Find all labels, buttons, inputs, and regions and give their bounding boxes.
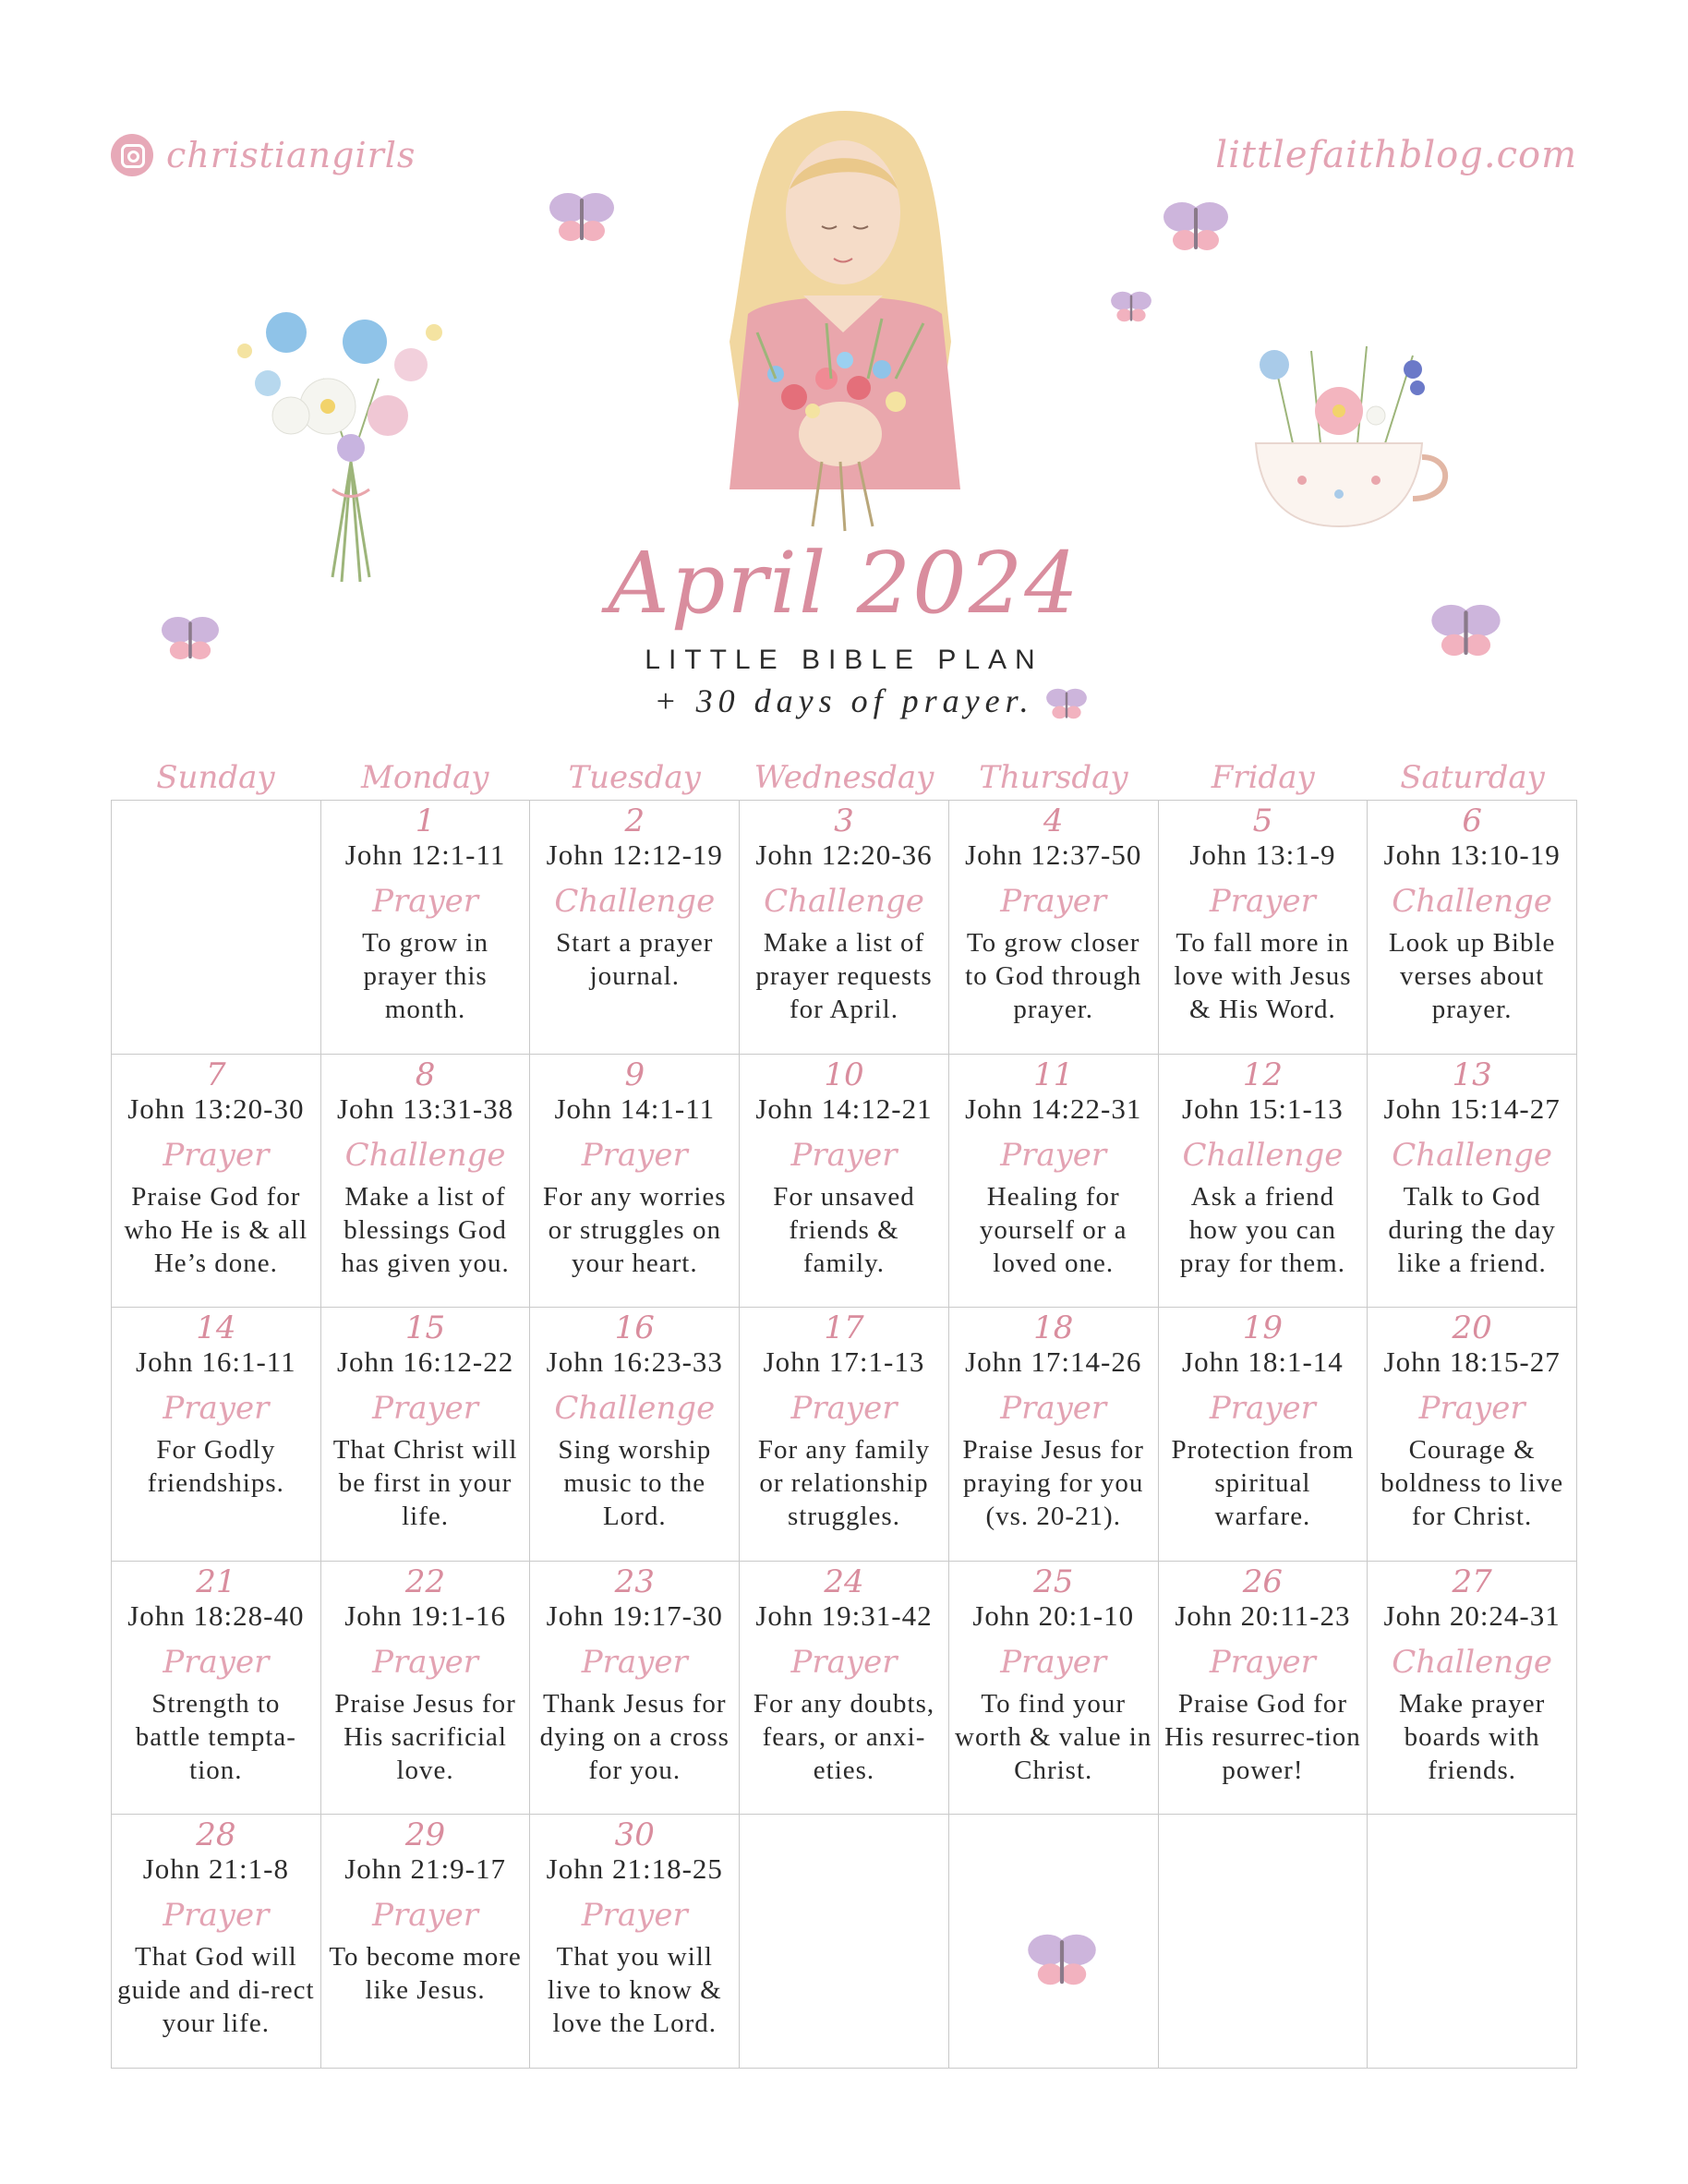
day-number: 18 <box>1033 1309 1074 1347</box>
entry-type: Challenge <box>764 883 924 920</box>
entry-text: Praise God for His resurrec-tion power! <box>1164 1688 1361 1785</box>
scripture-reference: John 18:15-27 <box>1383 1345 1561 1379</box>
day-number: 9 <box>624 1056 645 1093</box>
entry-text: Courage & boldness to live for Christ. <box>1381 1435 1564 1532</box>
entry-type: Prayer <box>1418 1390 1525 1428</box>
calendar-day-cell <box>530 1562 740 1816</box>
entry-text: Sing worship music to the Lord. <box>558 1435 712 1532</box>
day-number: 16 <box>614 1309 655 1347</box>
entry-type: Prayer <box>790 1643 898 1681</box>
calendar-day-cell <box>530 801 740 1055</box>
entry-text: Talk to God during the day like a friend. <box>1388 1181 1556 1278</box>
day-number: 22 <box>404 1563 446 1600</box>
day-number: 20 <box>1452 1309 1492 1347</box>
day-number: 13 <box>1452 1056 1492 1093</box>
entry-type: Prayer <box>163 1136 270 1174</box>
entry-type: Prayer <box>372 1897 479 1935</box>
day-number: 11 <box>1033 1056 1074 1093</box>
calendar-day-cell <box>1368 1055 1577 1309</box>
day-number: 30 <box>614 1816 655 1854</box>
day-number: 19 <box>1242 1309 1284 1347</box>
calendar-day-cell <box>530 1055 740 1309</box>
calendar-day-cell <box>740 1055 949 1309</box>
entry-type: Challenge <box>1182 1136 1344 1174</box>
calendar-day-cell <box>949 801 1159 1055</box>
day-number: 4 <box>1043 802 1064 839</box>
calendar-day-cell <box>949 1055 1159 1309</box>
entry-type: Prayer <box>1209 1390 1316 1428</box>
calendar-day-cell <box>740 1562 949 1816</box>
teacup-flowers-illustration <box>1237 342 1459 536</box>
calendar-day-cell <box>321 1815 531 2069</box>
butterfly-icon <box>1108 286 1154 327</box>
entry-text: For any family or relationship struggles. <box>757 1435 931 1532</box>
instagram-handle-block <box>111 134 416 176</box>
entry-type: Prayer <box>372 1390 479 1428</box>
entry-type: Prayer <box>163 1390 270 1428</box>
page-title: April 2024 <box>608 534 1080 633</box>
scripture-reference: John 16:12-22 <box>336 1345 514 1379</box>
page-subtitle: LITTLE BIBLE PLAN <box>645 645 1043 675</box>
entry-text: Healing for yourself or a loved one. <box>979 1181 1127 1278</box>
day-number: 26 <box>1242 1563 1284 1600</box>
entry-type: Prayer <box>372 883 479 920</box>
scripture-reference: John 18:1-14 <box>1182 1345 1344 1379</box>
weekday-thursday: Thursday <box>979 759 1128 796</box>
day-number: 10 <box>824 1056 864 1093</box>
weekday-monday: Monday <box>361 759 489 796</box>
day-number: 6 <box>1462 802 1482 839</box>
calendar-day-cell <box>1159 1308 1368 1562</box>
day-number: 21 <box>196 1563 236 1600</box>
calendar-cell-empty <box>740 1815 949 2069</box>
calendar-day-cell <box>1368 1308 1577 1562</box>
entry-type: Prayer <box>163 1897 270 1935</box>
day-number: 15 <box>404 1309 446 1347</box>
scripture-reference: John 20:24-31 <box>1383 1599 1561 1632</box>
entry-text: To grow in prayer this month. <box>362 928 488 1024</box>
entry-type: Prayer <box>1209 883 1316 920</box>
entry-text: For any doubts, fears, or anxi-eties. <box>753 1688 935 1785</box>
calendar-day-cell <box>1368 801 1577 1055</box>
scripture-reference: John 17:1-13 <box>763 1345 925 1379</box>
scripture-reference: John 21:1-8 <box>142 1852 289 1886</box>
butterfly-icon <box>545 185 619 249</box>
entry-type: Prayer <box>163 1643 270 1681</box>
scripture-reference: John 13:10-19 <box>1383 839 1561 871</box>
entry-type: Prayer <box>790 1136 898 1174</box>
scripture-reference: John 16:23-33 <box>546 1345 723 1379</box>
scripture-reference: John 20:1-10 <box>972 1599 1135 1632</box>
calendar-day-cell <box>949 1562 1159 1816</box>
entry-text: For unsaved friends & family. <box>773 1181 915 1278</box>
entry-text: That Christ will be first in your life. <box>332 1435 518 1532</box>
calendar-day-cell <box>740 1308 949 1562</box>
calendar-day-cell <box>321 801 531 1055</box>
day-number: 5 <box>1252 802 1273 839</box>
day-number: 12 <box>1242 1056 1284 1093</box>
calendar-day-cell <box>530 1308 740 1562</box>
entry-text: To find your worth & value in Christ. <box>955 1688 1152 1785</box>
entry-text: Praise Jesus for praying for you (vs. 20-21). <box>962 1435 1144 1532</box>
scripture-reference: John 12:37-50 <box>965 839 1142 871</box>
entry-text: That you will live to know & love the Lord. <box>547 1942 722 2039</box>
entry-type: Prayer <box>581 1643 688 1681</box>
scripture-reference: John 21:18-25 <box>546 1852 723 1886</box>
calendar-day-cell <box>530 1815 740 2069</box>
entry-type: Prayer <box>1000 1390 1107 1428</box>
scripture-reference: John 15:1-13 <box>1182 1092 1344 1125</box>
scripture-reference: John 13:1-9 <box>1189 839 1336 871</box>
calendar-day-cell <box>1159 1562 1368 1816</box>
entry-text: Strength to battle tempta-tion. <box>135 1688 296 1785</box>
butterfly-icon <box>1159 194 1233 259</box>
entry-text: That God will guide and di-rect your life. <box>117 1942 315 2039</box>
weekday-sunday: Sunday <box>156 759 275 796</box>
calendar-day-cell <box>112 1055 321 1309</box>
scripture-reference: John 20:11-23 <box>1175 1599 1351 1632</box>
weekday-friday: Friday <box>1211 759 1315 796</box>
day-number: 24 <box>824 1563 864 1600</box>
day-number: 28 <box>196 1816 236 1854</box>
scripture-reference: John 12:20-36 <box>755 839 933 871</box>
calendar-day-cell <box>740 801 949 1055</box>
weekday-tuesday: Tuesday <box>568 759 701 796</box>
day-number: 14 <box>196 1309 236 1347</box>
calendar-day-cell <box>112 1308 321 1562</box>
day-number: 2 <box>624 802 645 839</box>
entry-type: Prayer <box>1000 1643 1107 1681</box>
calendar-cell-empty <box>949 1815 1159 2069</box>
calendar-day-cell <box>949 1308 1159 1562</box>
scripture-reference: John 13:31-38 <box>336 1092 514 1125</box>
entry-text: Start a prayer journal. <box>556 928 714 991</box>
website-link[interactable]: littlefaithblog.com <box>1215 134 1577 176</box>
scripture-reference: John 19:1-16 <box>344 1599 506 1632</box>
entry-text: Make a list of prayer requests for April. <box>755 928 933 1024</box>
day-number: 17 <box>824 1309 864 1347</box>
calendar-day-cell <box>321 1308 531 1562</box>
calendar-cell-empty <box>112 801 321 1055</box>
entry-type: Prayer <box>790 1390 898 1428</box>
entry-text: Protection from spiritual warfare. <box>1171 1435 1355 1532</box>
calendar-day-cell <box>112 1562 321 1816</box>
entry-text: Praise Jesus for His sacrificial love. <box>334 1688 516 1785</box>
weekday-saturday: Saturday <box>1400 759 1545 796</box>
day-number: 25 <box>1033 1563 1074 1600</box>
entry-text: To grow closer to God through prayer. <box>965 928 1142 1024</box>
entry-type: Challenge <box>554 1390 716 1428</box>
scripture-reference: John 19:31-42 <box>755 1599 933 1632</box>
weekday-header-row <box>111 759 1577 796</box>
entry-type: Challenge <box>1392 1643 1553 1681</box>
entry-text: Make prayer boards with friends. <box>1398 1688 1546 1785</box>
scripture-reference: John 19:17-30 <box>546 1599 723 1632</box>
entry-text: For any worries or struggles on your heart. <box>542 1181 727 1278</box>
day-number: 27 <box>1452 1563 1492 1600</box>
instagram-icon <box>111 134 153 176</box>
girl-with-flowers-illustration <box>665 102 1016 545</box>
page-tagline: + 30 days of prayer. <box>654 682 1034 719</box>
entry-type: Prayer <box>1000 1136 1107 1174</box>
day-number: 3 <box>834 802 854 839</box>
calendar-day-cell <box>1159 801 1368 1055</box>
calendar-day-cell <box>1368 1562 1577 1816</box>
scripture-reference: John 14:12-21 <box>755 1092 933 1125</box>
scripture-reference: John 14:22-31 <box>965 1092 1142 1125</box>
entry-text: To fall more in love with Jesus & His Word. <box>1174 928 1352 1024</box>
entry-type: Prayer <box>372 1643 479 1681</box>
entry-text: Ask a friend how you can pray for them. <box>1179 1181 1345 1278</box>
day-number: 29 <box>404 1816 446 1854</box>
scripture-reference: John 12:12-19 <box>546 839 723 871</box>
entry-text: Thank Jesus for dying on a cross for you. <box>539 1688 729 1785</box>
entry-type: Prayer <box>581 1897 688 1935</box>
entry-type: Challenge <box>1392 883 1553 920</box>
scripture-reference: John 21:9-17 <box>344 1852 506 1886</box>
entry-text: To become more like Jesus. <box>329 1942 522 2006</box>
entry-text: Look up Bible verses about prayer. <box>1388 928 1556 1024</box>
calendar-cell-empty <box>1159 1815 1368 2069</box>
calendar-grid <box>111 800 1577 2069</box>
entry-type: Prayer <box>581 1136 688 1174</box>
calendar-day-cell <box>112 1815 321 2069</box>
scripture-reference: John 13:20-30 <box>127 1092 305 1125</box>
day-number: 8 <box>415 1056 436 1093</box>
entry-type: Prayer <box>1209 1643 1316 1681</box>
entry-type: Challenge <box>344 1136 506 1174</box>
scripture-reference: John 17:14-26 <box>965 1345 1142 1379</box>
calendar-day-cell <box>321 1562 531 1816</box>
scripture-reference: John 14:1-11 <box>554 1092 716 1125</box>
day-number: 23 <box>614 1563 655 1600</box>
scripture-reference: John 16:1-11 <box>136 1345 296 1379</box>
entry-text: For Godly friendships. <box>147 1435 284 1499</box>
calendar-day-cell <box>321 1055 531 1309</box>
entry-type: Challenge <box>1392 1136 1553 1174</box>
scripture-reference: John 15:14-27 <box>1383 1092 1561 1125</box>
entry-type: Prayer <box>1000 883 1107 920</box>
weekday-wednesday: Wednesday <box>754 759 934 796</box>
instagram-handle: christiangirls <box>166 135 416 175</box>
scripture-reference: John 18:28-40 <box>127 1599 305 1632</box>
scripture-reference: John 12:1-11 <box>344 839 506 871</box>
calendar-day-cell <box>1159 1055 1368 1309</box>
calendar-cell-empty <box>1368 1815 1577 2069</box>
entry-type: Challenge <box>554 883 716 920</box>
entry-text: Make a list of blessings God has given you. <box>341 1181 510 1278</box>
entry-text: Praise God for who He is & all He’s done. <box>124 1181 308 1278</box>
day-number: 7 <box>206 1056 226 1093</box>
day-number: 1 <box>415 802 436 839</box>
